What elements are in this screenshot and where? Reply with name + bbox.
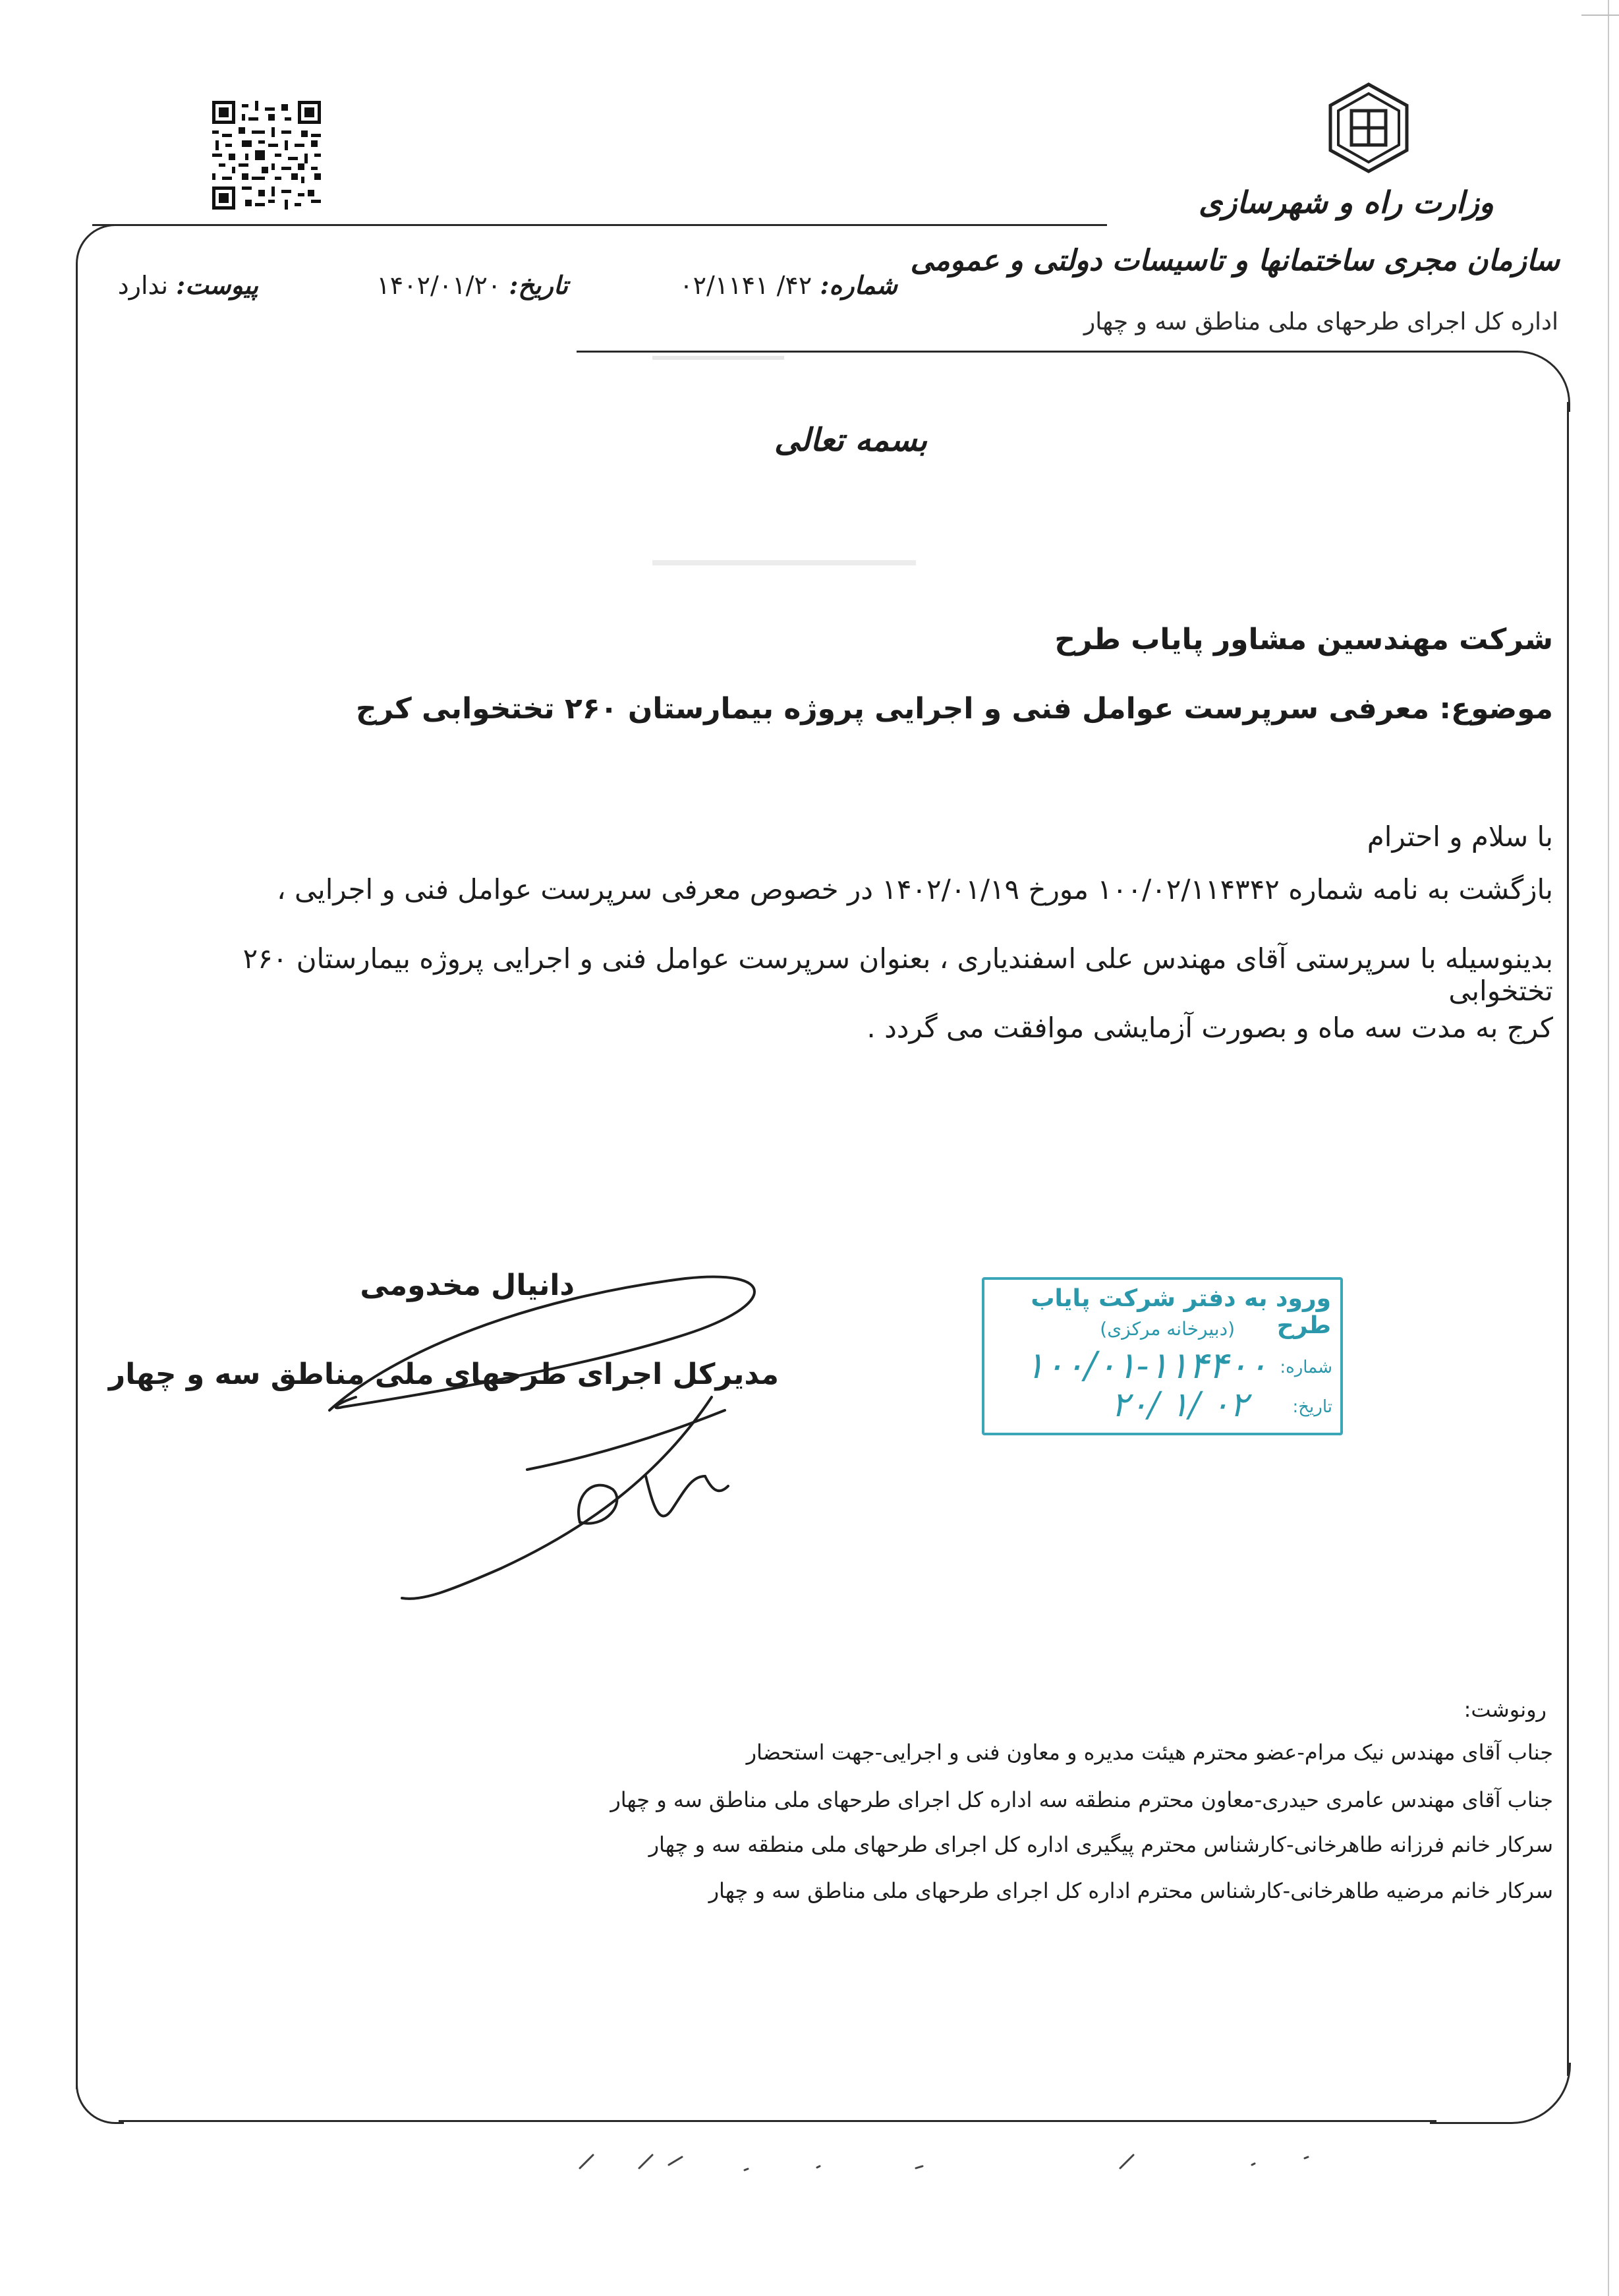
- letter-attachment-value: ندارد: [117, 271, 169, 300]
- stamp-subtitle: (دبیرخانه مرکزی): [1100, 1318, 1235, 1340]
- frame-right-line: [1567, 402, 1569, 2076]
- frame-left-line: [76, 264, 78, 2089]
- cc-item: جناب آقای مهندس عامری حیدری-معاون محترم منطقه سه اداره کل اجرای طرحهای ملی مناطق سه و چهار: [610, 1787, 1553, 1812]
- stamp-date-label: تاریخ:: [1292, 1397, 1332, 1417]
- letter-number-label: شماره:: [820, 270, 897, 300]
- ministry-logo-icon: [1321, 79, 1417, 191]
- bleed-through-mark: [652, 501, 916, 565]
- frame-top-line: [92, 224, 1107, 226]
- cc-item: جناب آقای مهندس نیک مرام-عضو محترم هیئت مدیره و معاون فنی و اجرایی-جهت استحضار: [746, 1740, 1553, 1765]
- cc-item: سرکار خانم فرزانه طاهرخانی-کارشناس محترم پیگیری اداره کل اجرای طرحهای ملی منطقه سه و چهار: [648, 1832, 1553, 1857]
- frame-corner-top-right: [1509, 351, 1570, 412]
- letter-date-value: ۱۴۰۲/۰۱/۲۰: [376, 271, 501, 300]
- letter-number: [679, 270, 897, 300]
- bleed-through-mark: [652, 310, 784, 360]
- recipient-company: شرکت مهندسین مشاور پایاب طرح: [1054, 623, 1553, 656]
- body-line-3: کرج به مدت سه ماه و بصورت آزمایشی موافقت می گردد .: [866, 1012, 1553, 1044]
- basmala: بسمه تعالی: [774, 422, 928, 459]
- department-name: اداره کل اجرای طرحهای ملی مناطق سه و چهار: [1083, 308, 1558, 335]
- ministry-name: وزارت راه و شهرسازی: [1199, 185, 1494, 220]
- stamp-title: ورود به دفتر شرکت پایاب طرح: [1031, 1285, 1331, 1339]
- handwritten-signature-icon: [316, 1259, 791, 1601]
- frame-corner-bottom-left: [76, 2082, 124, 2124]
- stamp-number-value: ۱۰۰/۰۱-۱۱۴۴۰۰: [1025, 1344, 1268, 1387]
- body-line-1: بازگشت به نامه شماره ۱۰۰/۰۲/۱۱۴۳۴۲ مورخ ۱۴۰۲/۰۱/۱۹ در خصوص معرفی سرپرست عوامل فنی و اجرایی ،: [277, 873, 1553, 905]
- letter-attachment-label: پیوست:: [176, 270, 258, 300]
- greeting: با سلام و احترام: [1367, 820, 1553, 853]
- signer-name: دانیال مخدومی: [360, 1269, 575, 1302]
- frame-corner-bottom-right: [1430, 2063, 1571, 2124]
- letter-number-value: ۴۲/ ۰۲/۱۱۴۱: [679, 271, 812, 300]
- bleed-through-footer: [527, 2145, 1351, 2178]
- cc-item: سرکار خانم مرضیه طاهرخانی-کارشناس محترم اداره کل اجرای طرحهای ملی مناطق سه و چهار: [708, 1878, 1553, 1903]
- signer-title: مدیرکل اجرای طرحهای ملی مناطق سه و چهار: [108, 1358, 779, 1391]
- stamp-number-label: شماره:: [1280, 1358, 1332, 1377]
- received-stamp: [982, 1277, 1343, 1435]
- letter-subject: موضوع: معرفی سرپرست عوامل فنی و اجرایی پروژه بیمارستان ۲۶۰ تختخوابی کرج: [356, 692, 1553, 726]
- frame-bottom-line: [119, 2120, 1436, 2122]
- cc-label: رونوشت:: [1463, 1697, 1547, 1722]
- qr-code-icon: [212, 101, 321, 210]
- scan-edge-top: [1581, 0, 1619, 16]
- organization-name: سازمان مجری ساختمانها و تاسیسات دولتی و عمومی: [910, 244, 1560, 277]
- body-line-2: بدینوسیله با سرپرستی آقای مهندس علی اسفندیاری ، بعنوان سرپرست عوامل فنی و اجرایی پروژه بیمارستان ۲۶۰ تختخوابی: [242, 942, 1553, 1007]
- stamp-date-value: ۲۰/ ۱/ ۰۲: [1111, 1385, 1248, 1425]
- letter-date-label: تاریخ:: [509, 270, 568, 300]
- scan-edge: [1608, 0, 1609, 2296]
- frame-corner-top-left: [76, 224, 124, 272]
- letter-attachment: [118, 270, 258, 300]
- letter-date: [376, 270, 568, 300]
